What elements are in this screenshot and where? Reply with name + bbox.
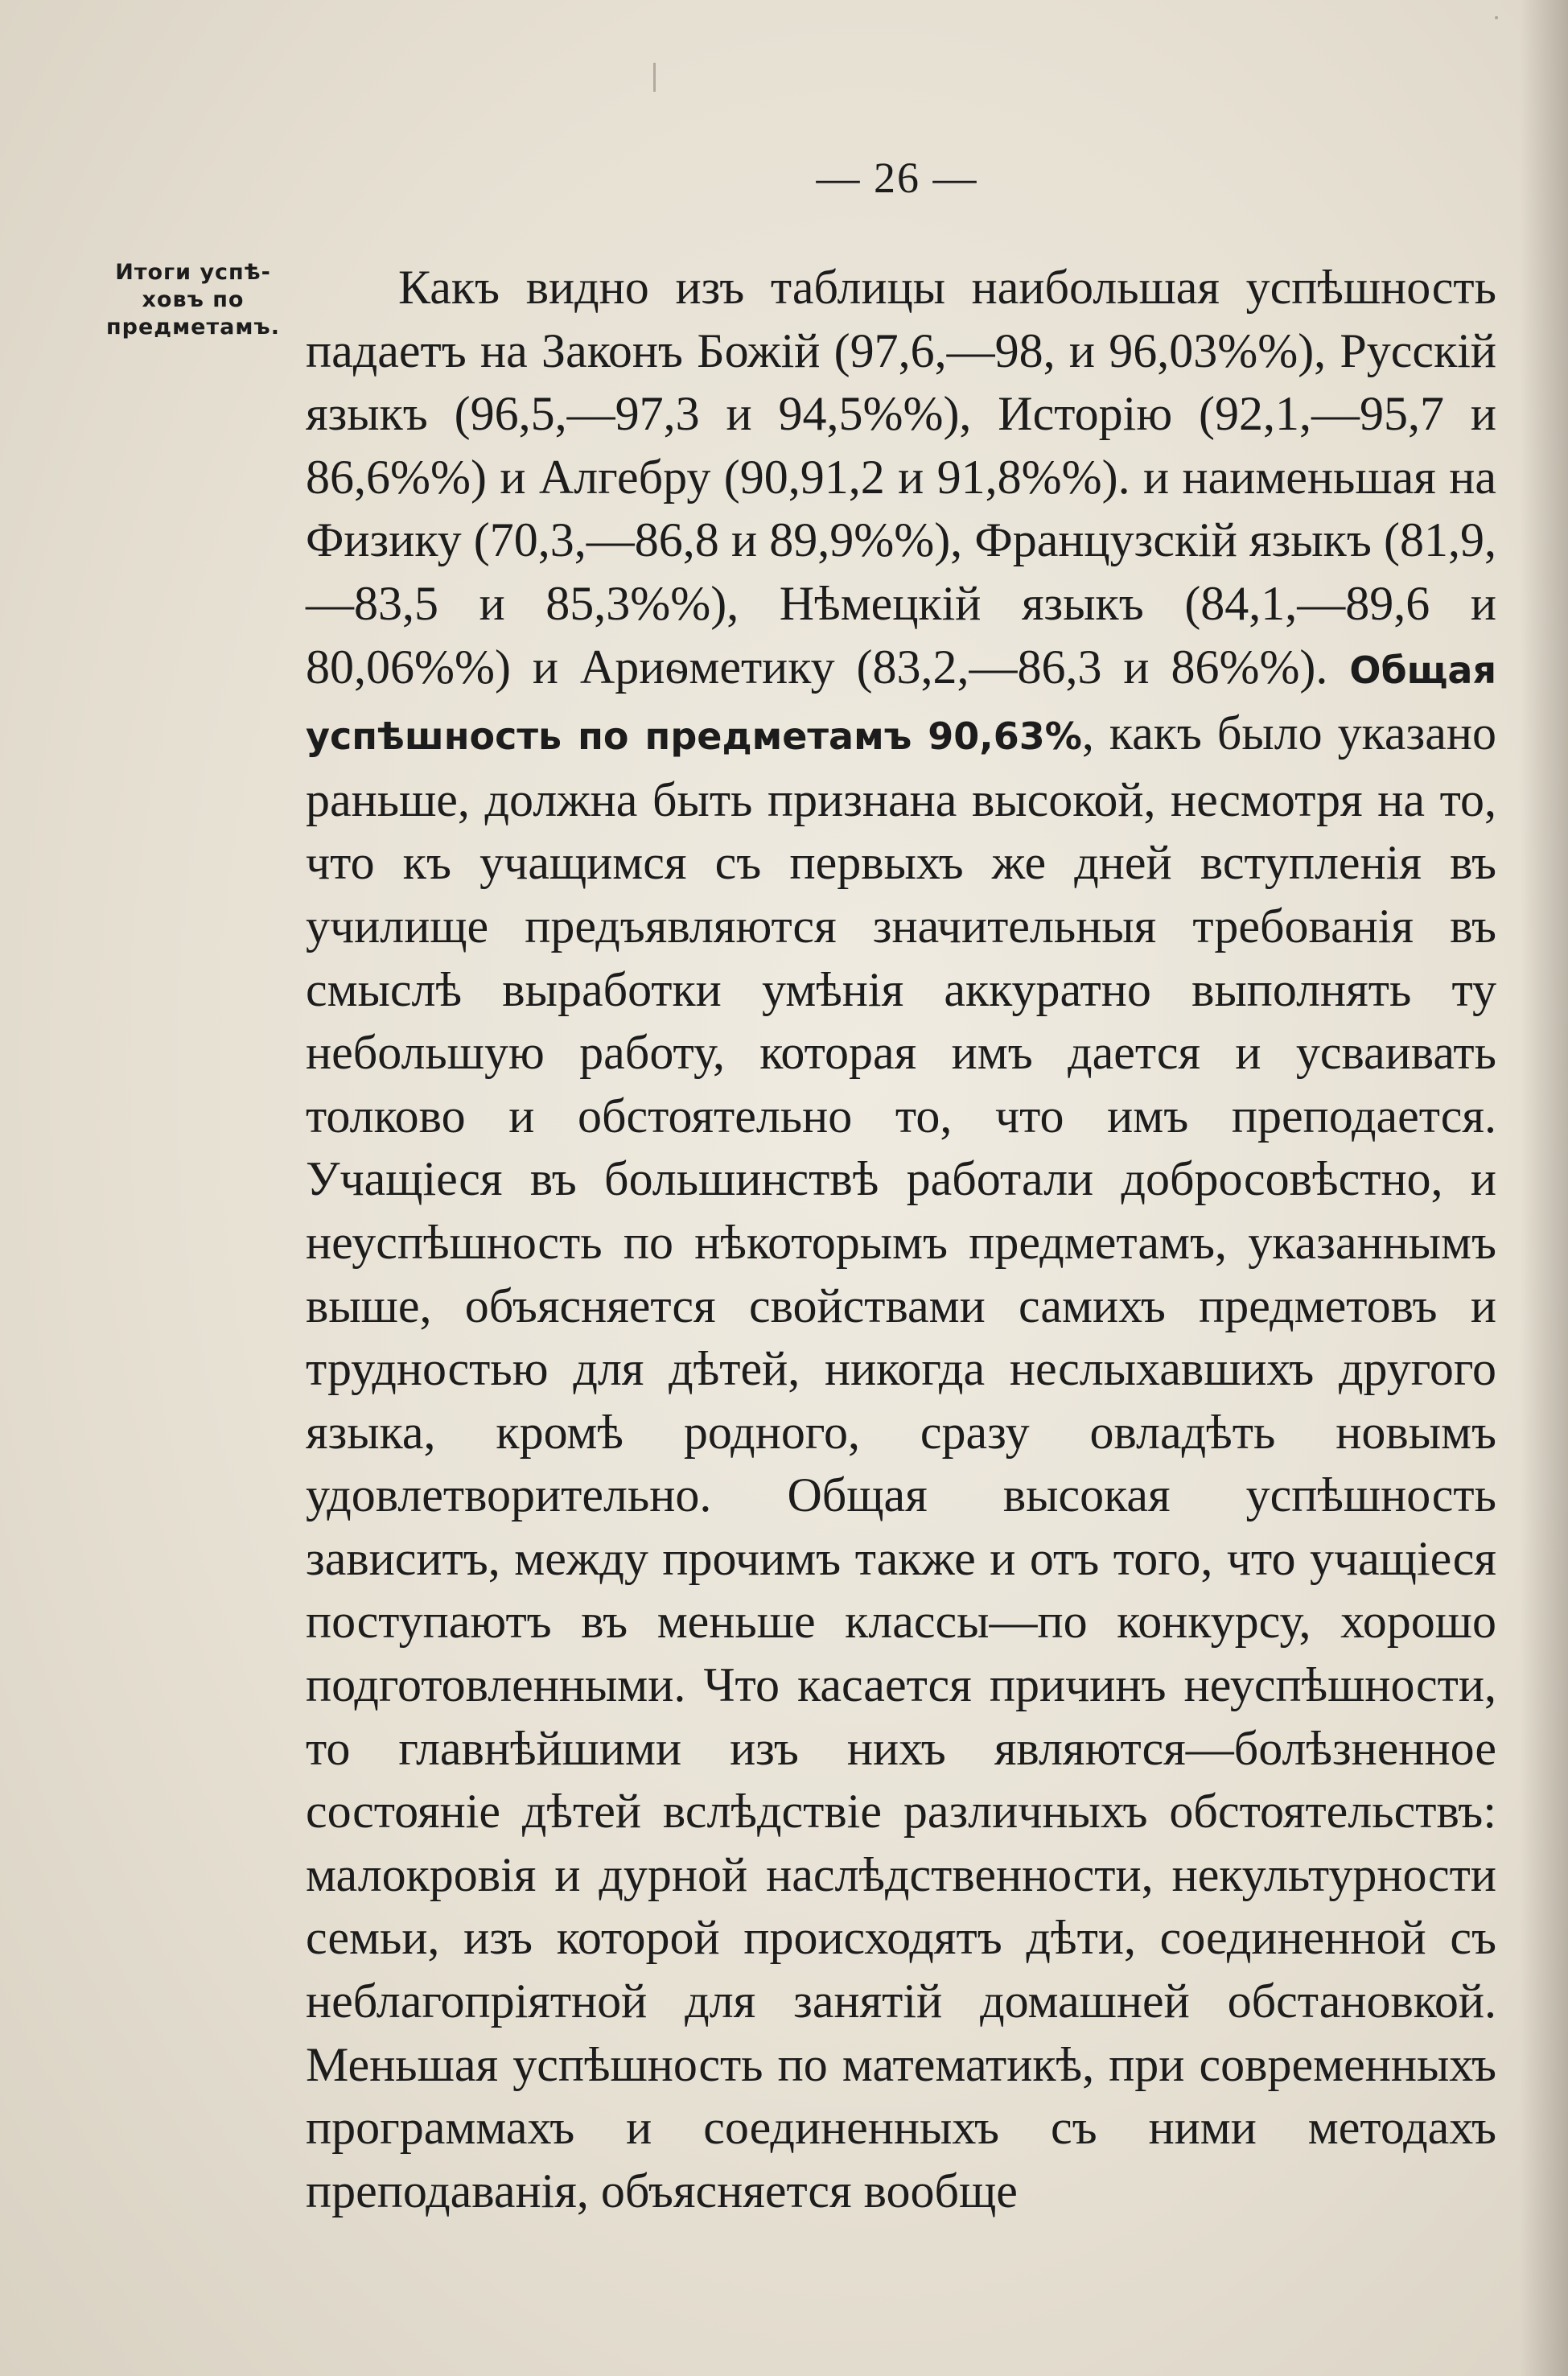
body-text-part: , какъ было указано раньше, должна быть признана высокой, несмотря на то, что къ учащимся съ первыхъ же дней вступленія въ училище предъявляются значительныя требованія въ смыслѣ выработки умѣнія аккуратно выполнять ту небольшую работу, которая имъ дается и усваивать толково и обстоятельно то, что имъ преподается. Учащіеся въ большинствѣ работали добросовѣстно, и неуспѣшность по нѣкоторымъ предметамъ, указаннымъ выше, объясняется свойствами самихъ предметовъ и трудностью для дѣтей, никогда неслыхавшихъ другого языка, кромѣ родного, сразу овладѣть новымъ удовлетворительно. Общая высокая успѣшность зависитъ, между прочимъ также и отъ того, что учащіеся поступаютъ въ меньше классы—по конкурсу, хорошо подготовленными. Что касается причинъ неуспѣшности, то главнѣйшими изъ нихъ являются—болѣзненное состояніе дѣтей вслѣдствіе различныхъ обстоятельствъ: малокровія и дурной наслѣдственности, некультурности семьи, изъ которой происходятъ дѣти, соединенной съ неблагопріятной для занятій домашней обстановкой. Меньшая успѣшность по математикѣ, при современныхъ программахъ и соединенныхъ съ ними методахъ преподаванія, объясняется вообще	[306, 706, 1496, 2217]
scratch-mark	[653, 63, 656, 92]
margin-note-line: ховъ по	[142, 287, 245, 312]
body-paragraph	[306, 256, 1496, 2222]
scratch-mark	[1495, 16, 1498, 19]
margin-note-line: Итоги успѣ-	[115, 260, 271, 285]
margin-note	[88, 259, 298, 341]
bold-summary: Общая успѣшность по предметамъ 90,63%	[306, 648, 1496, 759]
page-edge-shadow	[1520, 0, 1568, 2376]
body-text-part: Какъ видно изъ таблицы наибольшая успѣшность падаетъ на Законъ Божій (97,6,—98, и 96,03%%), Русскій языкъ (96,5,—97,3 и 94,5%%), Исторію (92,1,—95,7 и 86,6%%) и Алгебру (90,91,2 и 91,8%%). и наименьшая на Физику (70,3,—86,8 и 89,9%%), Французскій языкъ (81,9,—83,5 и 85,3%%), Нѣмецкій языкъ (84,1,—89,6 и 80,06%%) и Ариѳметику (83,2,—86,3 и 86%%).	[306, 261, 1496, 694]
page-number: — 26 —	[816, 154, 978, 202]
margin-note-line: предметамъ.	[106, 315, 280, 340]
